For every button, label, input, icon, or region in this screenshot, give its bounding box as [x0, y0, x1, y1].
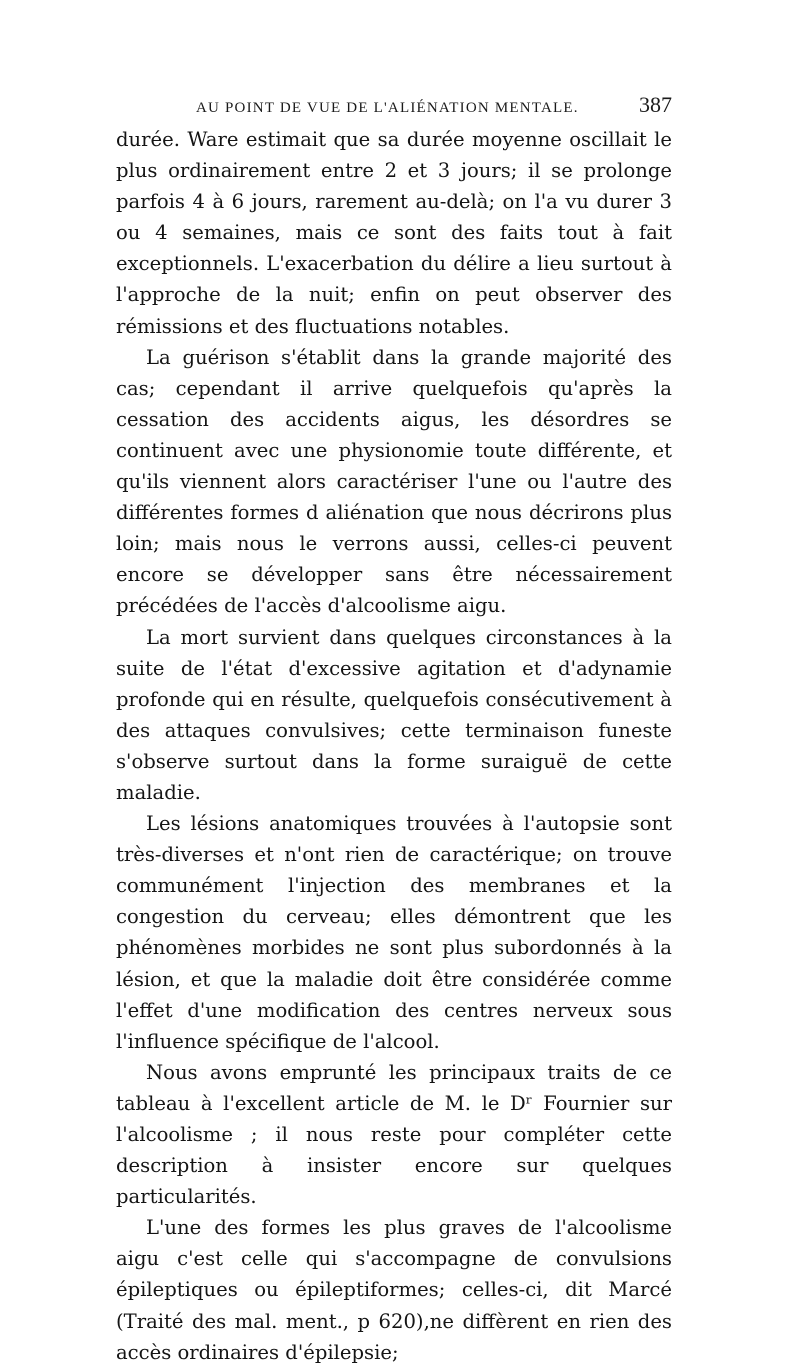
body-text	[116, 124, 672, 1368]
running-header	[116, 88, 672, 124]
paragraph-continuation: durée. Ware estimait que sa durée moyenne oscillait le plus ordinairement entre 2 et 3 jours; il se prolonge parfois 4 à 6 jours, rarement au-delà; on l'a vu durer 3 ou 4 semaines, mais ce sont des faits tout à fait exceptionnels. L'exacerbation du délire a lieu surtout à l'approche de la nuit; enfin on peut observer des rémissions et des fluctuations notables.	[116, 128, 672, 338]
paragraph-death: La mort survient dans quelques circonstances à la suite de l'état d'excessive agitation et d'adynamie profonde qui en résulte, quelquefois consécutivement à des attaques convulsives; cette terminaison funeste s'observe surtout dans la forme suraiguë de cette maladie.	[116, 625, 672, 804]
paragraph-recovery: La guérison s'établit dans la grande majorité des cas; cependant il arrive quelquefois qu'après la cessation des accidents aigus, les désordres se continuent avec une physionomie toute différente, et qu'ils viennent alors caractériser l'une ou l'autre des différentes formes d aliénation que nous décrirons plus loin; mais nous le verrons aussi, celles-ci peuvent encore se développer sans être nécessairement précédées de l'accès d'alcoolisme aigu.	[116, 345, 672, 618]
paragraph-sources: Nous avons emprunté les principaux traits de ce tableau à l'excellent article de M. le Dʳ Fournier sur l'alcoolisme ; il nous reste pour compléter cette description à insister encore sur quelques particularités.	[116, 1060, 672, 1209]
running-title: AU POINT DE VUE DE L'ALIÉNATION MENTALE.	[196, 100, 579, 116]
page-number: 387	[639, 92, 672, 117]
book-page	[116, 88, 672, 1368]
paragraph-epileptic-forms: L'une des formes les plus graves de l'alcoolisme aigu c'est celle qui s'accompagne de convulsions épileptiques ou épileptiformes; celles-ci, dit Marcé (Traité des mal. ment., p 620),ne diffèrent en rien des accès ordinaires d'épilepsie;	[116, 1216, 672, 1364]
paragraph-lesions: Les lésions anatomiques trouvées à l'autopsie sont très-diverses et n'ont rien de caractérique; on trouve communément l'injection des membranes et la congestion du cerveau; elles démontrent que les phénomènes morbides ne sont plus subordonnés à la lésion, et que la maladie doit être considérée comme l'effet d'une modification des centres nerveux sous l'influence spécifique de l'alcool.	[116, 812, 672, 1053]
